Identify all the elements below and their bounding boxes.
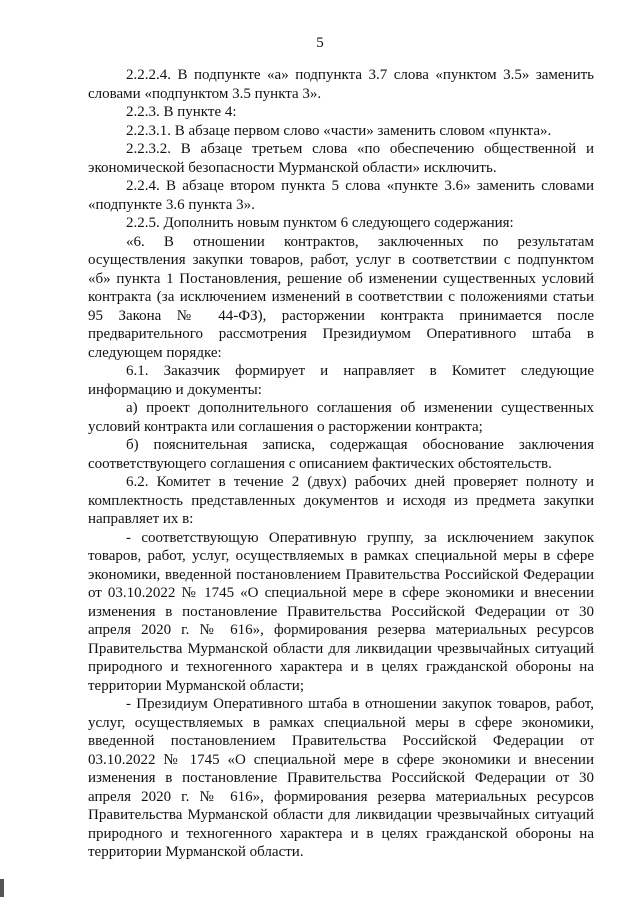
paragraph-point-6: «6. В отношении контрактов, заключенных по результатам осуществления закупки товаров, работ, услуг в соответствии с подпунктом «б» пункта 1 Постановления, решение об изменении существенных условий контракта (за исключением изменений в соответствии с положениями статьи 95 Закона № 44-ФЗ), расторжении контракта принимается после предварительного рассмотрения Президиумом Оперативного штаба в следующем порядке: [88, 233, 594, 361]
paragraph-6-2: 6.2. Комитет в течение 2 (двух) рабочих дней проверяет полноту и комплектность представленных документов и исходя из предмета закупки направляет их в: [88, 474, 594, 527]
paragraph-6-2-presidium: - Президиум Оперативного штаба в отношении закупок товаров, работ, услуг, осуществляемых в рамках специальной меры в сфере экономики, введенной постановлением Правительства Российской Федерации от 03.10.2022 № 1745 «О специальной мере в сфере экономики и внесении изменения в постановление Правительства Российской Федерации от 30 апреля 2020 г. № 616», формирования резерва материальных ресурсов Правительства Мурманской области для ликвидации чрезвычайных ситуаций природного и техногенного характера и в целях гражданской обороны на территории Мурманской области. [88, 696, 594, 860]
paragraph-2-2-3: 2.2.3. В пункте 4: [126, 104, 237, 120]
paragraph-2-2-4: 2.2.4. В абзаце втором пункта 5 слова «пункте 3.6» заменить словами «подпункте 3.6 пункта 3». [88, 178, 594, 213]
paragraph-2-2-2-4: 2.2.2.4. В подпункте «а» подпункта 3.7 слова «пунктом 3.5» заменить словами «подпунктом 3.5 пункта 3». [88, 67, 594, 102]
paragraph-2-2-5: 2.2.5. Дополнить новым пунктом 6 следующего содержания: [126, 215, 514, 231]
paragraph-6-1-b: б) пояснительная записка, содержащая обоснование заключения соответствующего соглашения с описанием фактических обстоятельств. [88, 437, 594, 472]
paragraph-6-2-operative-group: - соответствующую Оперативную группу, за исключением закупок товаров, работ, услуг, осуществляемых в рамках специальной меры в сфере экономики, введенной постановлением Правительства Российской Федерации от 03.10.2022 № 1745 «О специальной мере в сфере экономики и внесении изменения в постановление Правительства Российской Федерации от 30 апреля 2020 г. № 616», формирования резерва материальных ресурсов Правительства Мурманской области для ликвидации чрезвычайных ситуаций природного и техногенного характера и в целях гражданской обороны на территории Мурманской области; [88, 529, 594, 694]
scan-edge-mark [0, 879, 4, 897]
paragraph-2-2-3-1: 2.2.3.1. В абзаце первом слово «части» заменить словом «пункта». [126, 122, 552, 139]
paragraph-2-2-3-2: 2.2.3.2. В абзаце третьем слова «по обеспечению общественной и экономической безопасности Мурманской области» исключить. [88, 141, 594, 176]
page-number: 5 [316, 35, 324, 51]
paragraph-6-1-a: а) проект дополнительного соглашения об изменении существенных условий контракта или соглашения о расторжении контракта; [88, 400, 594, 435]
document-body [88, 66, 594, 862]
paragraph-6-1: 6.1. Заказчик формирует и направляет в Комитет следующие информацию и документы: [88, 363, 594, 398]
